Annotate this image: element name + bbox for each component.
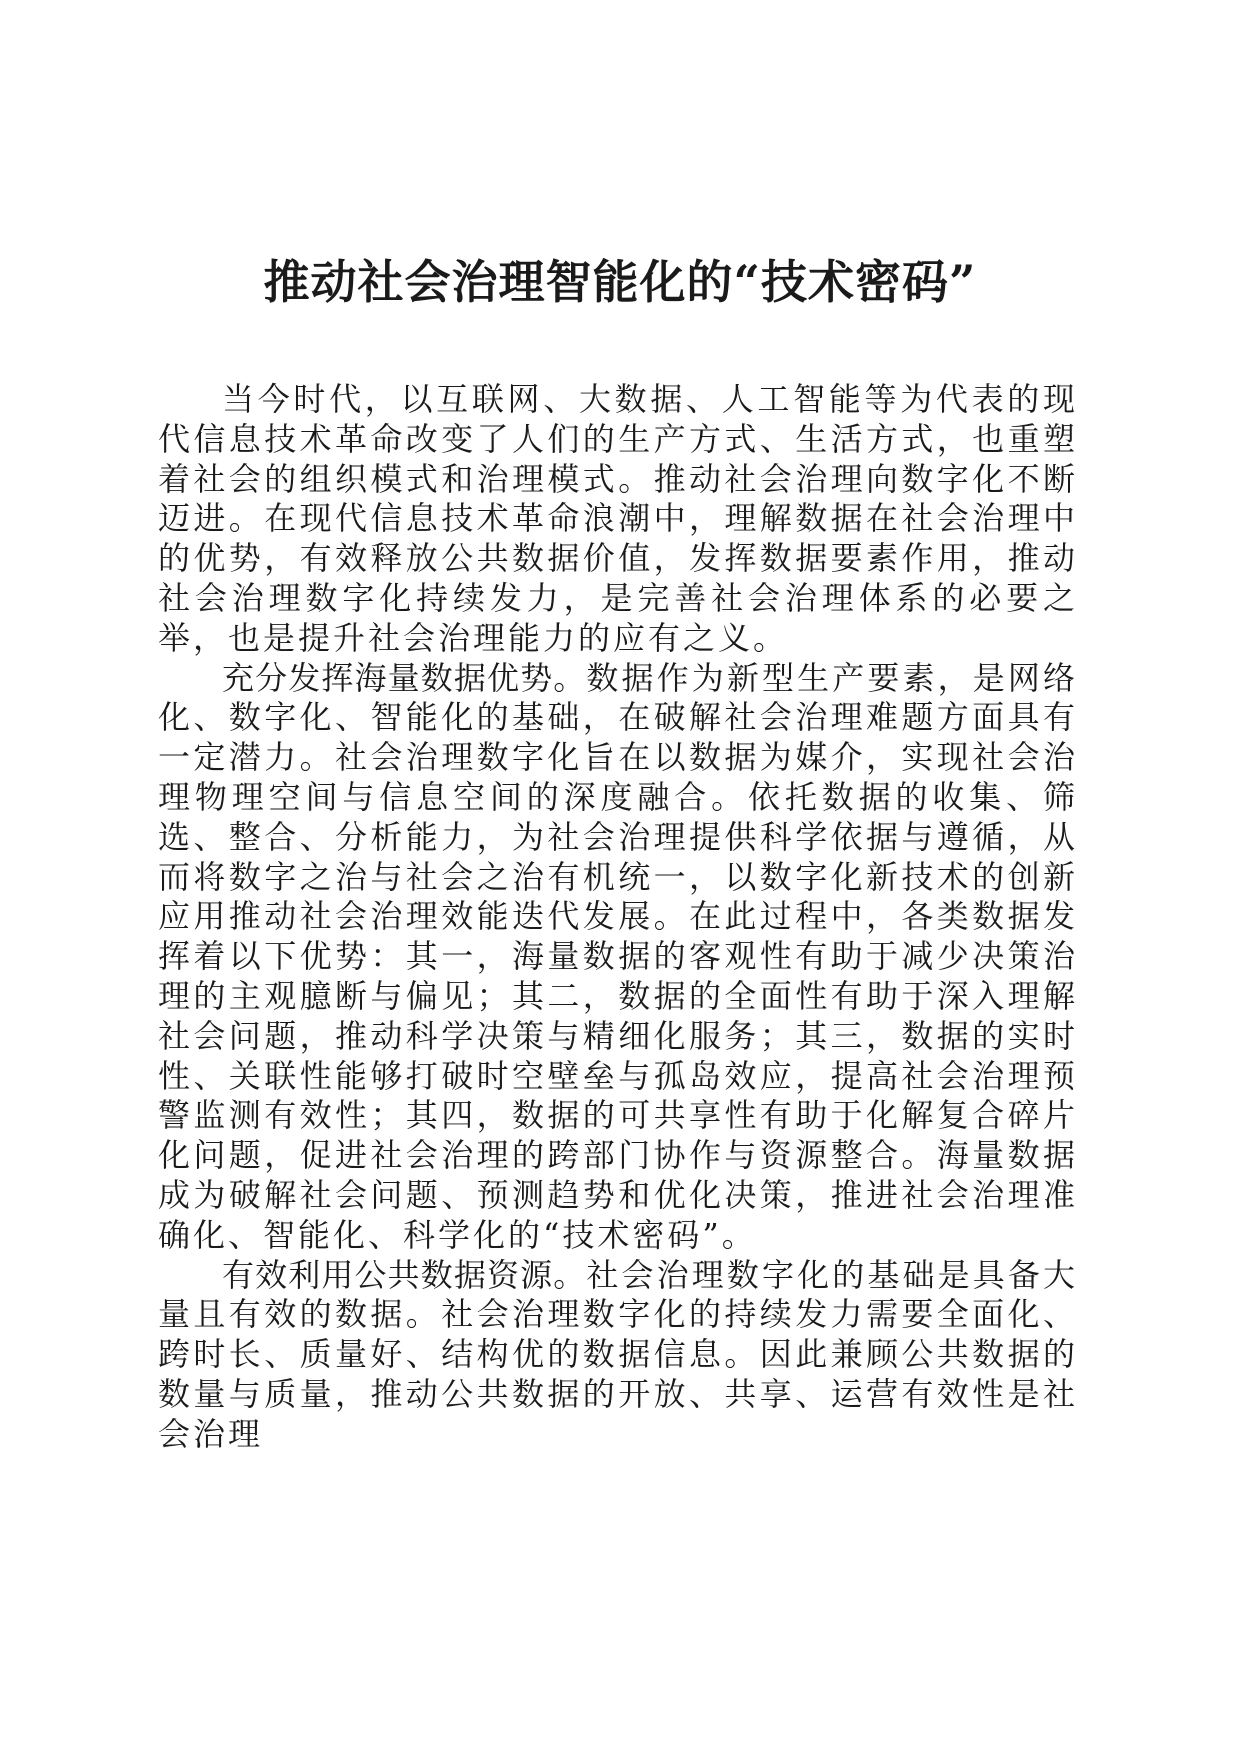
- paragraph-text: 当今时代，以互联网、大数据、人工智能等为代表的现代信息技术革命改变了人们的生产方式、生活方式，也重塑着社会的组织模式和治理模式。推动社会治理向数字化不断迈进。在现代信息技术革命浪潮中，理解数据在社会治理中的优势，有效释放公共数据价值，发挥数据要素作用，推动社会治理数字化持续发力，是完善社会治理体系的必要之举，也是提升社会治理能力的应有之义。: [158, 380, 1078, 657]
- article-body: [158, 380, 1078, 1455]
- paragraph-data-advantage: [158, 659, 1078, 1256]
- paragraph-heading: 充分发挥海量数据优势。: [222, 658, 587, 697]
- paragraph-heading: 有效利用公共数据资源。: [222, 1255, 587, 1294]
- paragraph-text: 数据作为新型生产要素，是网络化、数字化、智能化的基础，在破解社会治理难题方面具有一定潜力。社会治理数字化旨在以数据为媒介，实现社会治理物理空间与信息空间的深度融合。依托数据的收集、筛选、整合、分析能力，为社会治理提供科学依据与遵循，从而将数字之治与社会之治有机统一，以数字化新技术的创新应用推动社会治理效能迭代发展。在此过程中，各类数据发挥着以下优势：其一，海量数据的客观性有助于减少决策治理的主观臆断与偏见；其二，数据的全面性有助于深入理解社会问题，推动科学决策与精细化服务；其三，数据的实时性、关联性能够打破时空壁垒与孤岛效应，提高社会治理预警监测有效性；其四，数据的可共享性有助于化解复合碎片化问题，促进社会治理的跨部门协作与资源整合。海量数据成为破解社会问题、预测趋势和优化决策，推进社会治理准确化、智能化、科学化的“技术密码”。: [158, 658, 1078, 1254]
- page-title: 推动社会治理智能化的“技术密码”: [263, 255, 977, 309]
- paragraph-intro: [158, 380, 1078, 659]
- paragraph-public-data: [158, 1256, 1078, 1455]
- paragraph-text: 社会治理数字化的基础是具备大量且有效的数据。社会治理数字化的持续发力需要全面化、跨时长、质量好、结构优的数据信息。因此兼顾公共数据的数量与质量，推动公共数据的开放、共享、运营有效性是社会治理: [158, 1255, 1078, 1453]
